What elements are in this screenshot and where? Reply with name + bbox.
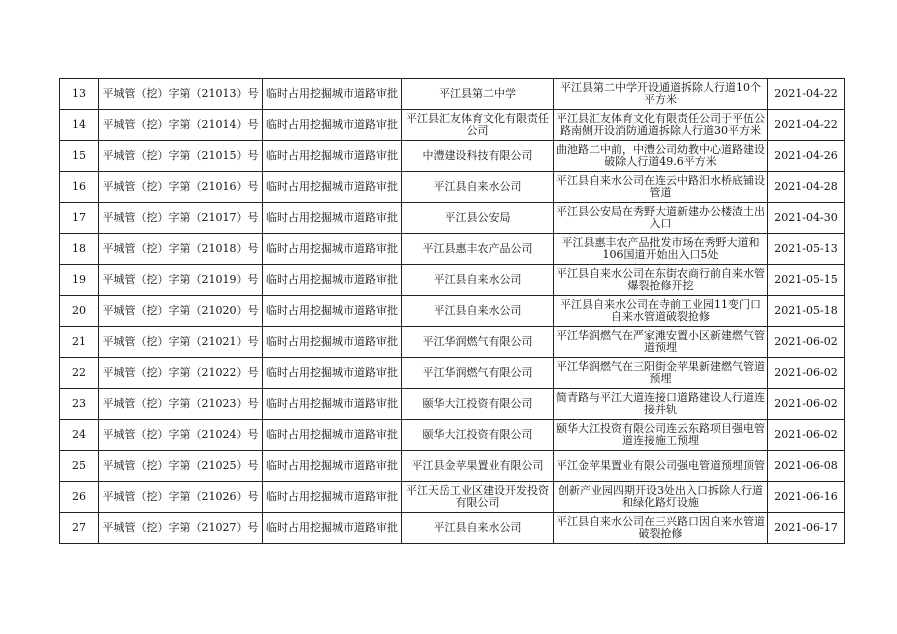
table-row <box>60 358 845 389</box>
permit-number: 平城管（挖）字第（21020）号 <box>99 296 263 327</box>
row-number: 13 <box>60 79 99 110</box>
row-number: 14 <box>60 110 99 141</box>
table-row <box>60 451 845 482</box>
applicant-org: 平江县自来水公司 <box>402 513 554 544</box>
row-number: 20 <box>60 296 99 327</box>
permit-number: 平城管（挖）字第（21017）号 <box>99 203 263 234</box>
approval-date: 2021-06-17 <box>768 513 845 544</box>
approval-date: 2021-06-02 <box>768 389 845 420</box>
work-description: 平江县自来水公司在东街农商行前自来水管爆裂抢修开挖 <box>554 265 768 296</box>
row-number: 27 <box>60 513 99 544</box>
permit-number: 平城管（挖）字第（21016）号 <box>99 172 263 203</box>
row-number: 15 <box>60 141 99 172</box>
work-description: 平江华润燃气在三阳街金苹果新建燃气管道预埋 <box>554 358 768 389</box>
approval-type: 临时占用挖掘城市道路审批 <box>263 482 402 513</box>
approval-date: 2021-04-22 <box>768 79 845 110</box>
applicant-org: 平江县汇友体育文化有限责任公司 <box>402 110 554 141</box>
row-number: 25 <box>60 451 99 482</box>
table-row <box>60 110 845 141</box>
approval-type: 临时占用挖掘城市道路审批 <box>263 420 402 451</box>
approval-date: 2021-05-13 <box>768 234 845 265</box>
approval-date: 2021-06-02 <box>768 327 845 358</box>
permit-number: 平城管（挖）字第（21027）号 <box>99 513 263 544</box>
permit-number: 平城管（挖）字第（21025）号 <box>99 451 263 482</box>
approval-type: 临时占用挖掘城市道路审批 <box>263 172 402 203</box>
row-number: 16 <box>60 172 99 203</box>
work-description: 平江县第二中学开设通道拆除人行道10个平方米 <box>554 79 768 110</box>
applicant-org: 平江华润燃气有限公司 <box>402 358 554 389</box>
table-row <box>60 420 845 451</box>
approval-type: 临时占用挖掘城市道路审批 <box>263 389 402 420</box>
approval-date: 2021-04-22 <box>768 110 845 141</box>
table-row <box>60 296 845 327</box>
table-row <box>60 265 845 296</box>
permit-number: 平城管（挖）字第（21014）号 <box>99 110 263 141</box>
applicant-org: 平江县自来水公司 <box>402 265 554 296</box>
approval-type: 临时占用挖掘城市道路审批 <box>263 203 402 234</box>
applicant-org: 颐华大江投资有限公司 <box>402 389 554 420</box>
approval-date: 2021-04-28 <box>768 172 845 203</box>
permit-number: 平城管（挖）字第（21019）号 <box>99 265 263 296</box>
applicant-org: 平江县自来水公司 <box>402 296 554 327</box>
applicant-org: 颐华大江投资有限公司 <box>402 420 554 451</box>
work-description: 简青路与平江大道连接口道路建设人行道连接并轨 <box>554 389 768 420</box>
applicant-org: 平江华润燃气有限公司 <box>402 327 554 358</box>
work-description: 平江县自来水公司在三兴路口因自来水管道破裂抢修 <box>554 513 768 544</box>
work-description: 平江县自来水公司在连云中路汨水桥底铺设管道 <box>554 172 768 203</box>
permit-number: 平城管（挖）字第（21013）号 <box>99 79 263 110</box>
approval-type: 临时占用挖掘城市道路审批 <box>263 141 402 172</box>
permit-table-body <box>60 79 845 544</box>
approval-type: 临时占用挖掘城市道路审批 <box>263 79 402 110</box>
row-number: 17 <box>60 203 99 234</box>
applicant-org: 中澧建设科技有限公司 <box>402 141 554 172</box>
work-description: 平江金苹果置业有限公司强电管道预埋顶管 <box>554 451 768 482</box>
work-description: 平江华润燃气在严家滩安置小区新建燃气管道预埋 <box>554 327 768 358</box>
table-row <box>60 389 845 420</box>
work-description: 颐华大江投资有限公司连云东路项目强电管道连接施工预埋 <box>554 420 768 451</box>
table-row <box>60 234 845 265</box>
work-description: 创新产业园四期开设3处出入口拆除人行道和绿化路灯设施 <box>554 482 768 513</box>
approval-type: 临时占用挖掘城市道路审批 <box>263 234 402 265</box>
permit-number: 平城管（挖）字第（21022）号 <box>99 358 263 389</box>
approval-type: 临时占用挖掘城市道路审批 <box>263 296 402 327</box>
approval-date: 2021-05-18 <box>768 296 845 327</box>
approval-type: 临时占用挖掘城市道路审批 <box>263 265 402 296</box>
applicant-org: 平江县金苹果置业有限公司 <box>402 451 554 482</box>
approval-type: 临时占用挖掘城市道路审批 <box>263 451 402 482</box>
applicant-org: 平江县第二中学 <box>402 79 554 110</box>
row-number: 19 <box>60 265 99 296</box>
permit-number: 平城管（挖）字第（21026）号 <box>99 482 263 513</box>
table-row <box>60 79 845 110</box>
row-number: 26 <box>60 482 99 513</box>
table-row <box>60 141 845 172</box>
approval-date: 2021-06-02 <box>768 358 845 389</box>
work-description: 平江县公安局在秀野大道新建办公楼渣土出入口 <box>554 203 768 234</box>
permit-number: 平城管（挖）字第（21021）号 <box>99 327 263 358</box>
work-description: 平江县自来水公司在寺前工业园11变门口自来水管道破裂抢修 <box>554 296 768 327</box>
row-number: 24 <box>60 420 99 451</box>
applicant-org: 平江天岳工业区建设开发投资有限公司 <box>402 482 554 513</box>
permit-table <box>59 78 845 544</box>
approval-date: 2021-06-08 <box>768 451 845 482</box>
approval-date: 2021-04-30 <box>768 203 845 234</box>
applicant-org: 平江县自来水公司 <box>402 172 554 203</box>
approval-type: 临时占用挖掘城市道路审批 <box>263 110 402 141</box>
table-row <box>60 482 845 513</box>
approval-date: 2021-04-26 <box>768 141 845 172</box>
table-row <box>60 327 845 358</box>
row-number: 22 <box>60 358 99 389</box>
permit-number: 平城管（挖）字第（21023）号 <box>99 389 263 420</box>
permit-number: 平城管（挖）字第（21018）号 <box>99 234 263 265</box>
approval-date: 2021-05-15 <box>768 265 845 296</box>
approval-type: 临时占用挖掘城市道路审批 <box>263 358 402 389</box>
row-number: 18 <box>60 234 99 265</box>
row-number: 23 <box>60 389 99 420</box>
permit-number: 平城管（挖）字第（21024）号 <box>99 420 263 451</box>
table-row <box>60 513 845 544</box>
approval-date: 2021-06-16 <box>768 482 845 513</box>
permit-number: 平城管（挖）字第（21015）号 <box>99 141 263 172</box>
table-row <box>60 172 845 203</box>
approval-type: 临时占用挖掘城市道路审批 <box>263 513 402 544</box>
row-number: 21 <box>60 327 99 358</box>
work-description: 平江县惠丰农产品批发市场在秀野大道和106国道开始出入口5处 <box>554 234 768 265</box>
applicant-org: 平江县惠丰农产品公司 <box>402 234 554 265</box>
work-description: 平江县汇友体育文化有限责任公司于平伍公路南侧开设消防通道拆除人行道30平方米 <box>554 110 768 141</box>
table-row <box>60 203 845 234</box>
work-description: 曲池路二中前，中澧公司幼教中心道路建设破除人行道49.6平方米 <box>554 141 768 172</box>
approval-type: 临时占用挖掘城市道路审批 <box>263 327 402 358</box>
applicant-org: 平江县公安局 <box>402 203 554 234</box>
approval-date: 2021-06-02 <box>768 420 845 451</box>
